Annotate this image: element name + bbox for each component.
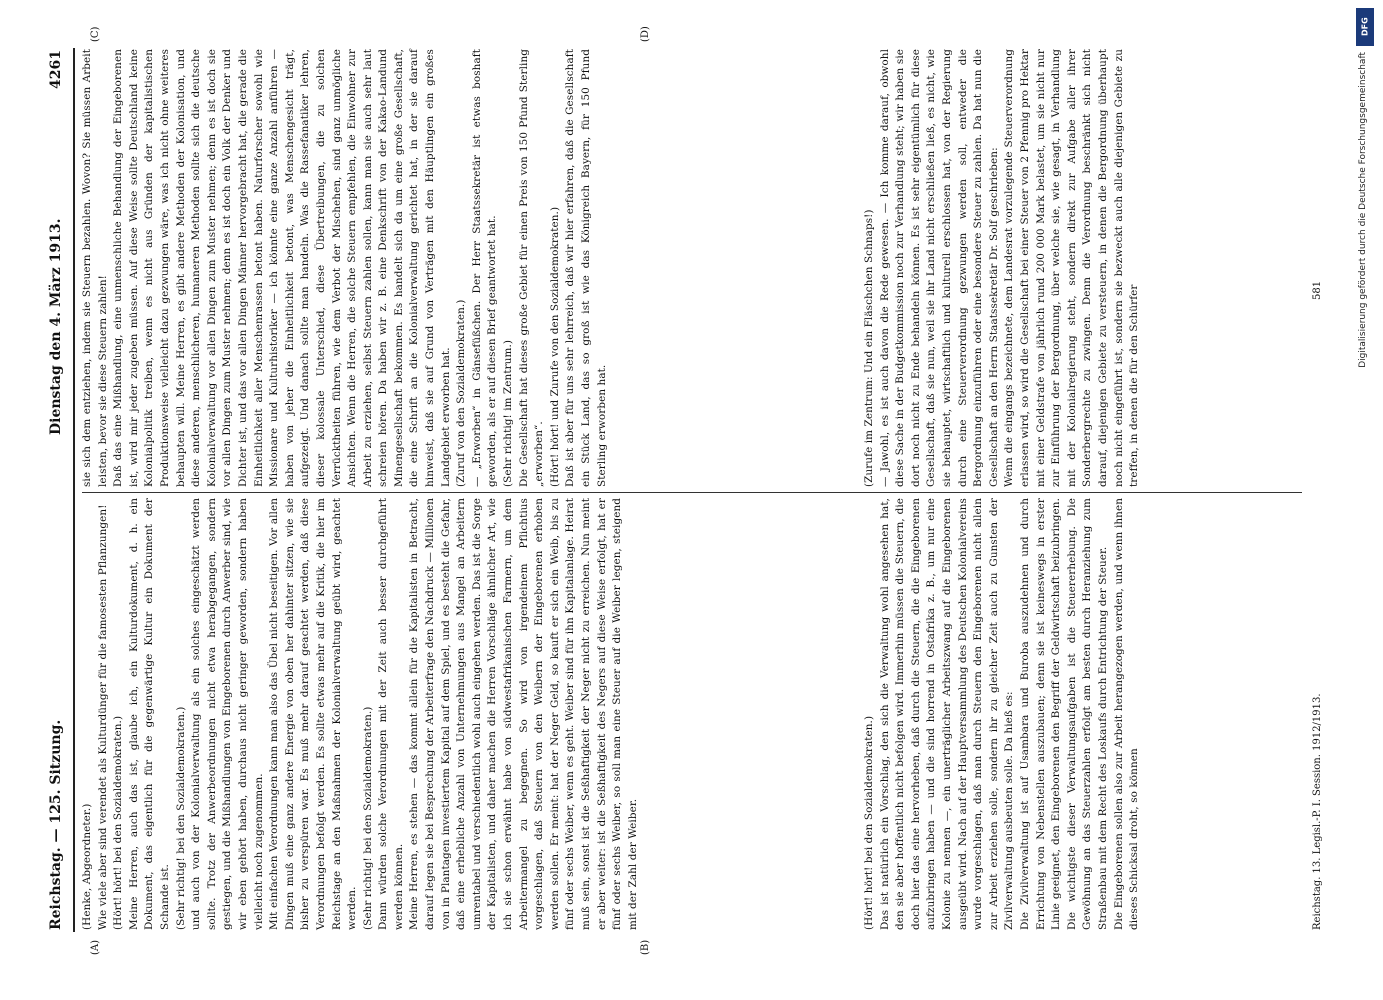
digitization-note <box>1354 0 1380 1000</box>
digitization-credit: Digitalisierung gefördert durch die Deutsche Forschungsgemeinschaft <box>1358 52 1368 368</box>
column-divider <box>82 492 1302 493</box>
footer-legislature: Reichstag. 13. Legisl.-P. I. Session. 1912/1913. <box>1312 693 1323 930</box>
left-column-bottom: (Hört! hört! bei den Sozialdemokraten.) Das ist natürlich ein Vorschlag, den sich die Verwaltung wohl angesehen hat, den sie aber hoffentlich nicht befolgen wird. Immerhin müssen die Steuern, die doch hier das eine hervorheben, daß durch die Steuern, die die Eingeborenen aufzubringen haben — und die sind horrend in Ostafrika z. B., um nur eine Kolonie zu nennen —, ein unerträglicher Arbeitszwang auf die Eingeborenen ausgeübt wird. Nach auf der Hauptversammlung des Deutschen Kolonialvereins wurde vorgeschlagen, daß man durch Steuern den Eingeborenen nicht allein zur Arbeit erziehen solle, sondern ihr zu gleicher Zeit auch zu Gunsten der Zivilverwaltung ausbeuten solle. Da hieß es: Die Zivilverwaltung ist auf Usambara und Buroba auszudehnen und durch Errichtung von Nebenstellen auszubauen; denn sie ist keineswegs in erster Linie geeignet, den Eingeborenen den Begriff der Geldwirtschaft beizubringen. Die wichtigste dieser Verwaltungsaufgaben ist die Steuererhebung. Die Gewöhnung an das Steuerzahlen erfolgt am besten durch Heranziehung zum Straßenbau mit dem Recht des Loskaufs durch Entrichtung der Steuer. Die Eingeborenen sollen also zur Arbeit herangezogen werden, und wenn ihnen dieses Schicksal droht, so können <box>863 498 1141 930</box>
right-column-top: sie sich dem entziehen, indem sie Steuern bezahlen. Wovon? Sie müssen Arbeit leisten, bevor sie diese Steuern zahlen! Daß das eine Mißhandlung, eine unmenschliche Behandlung der Eingeborenen ist, wird mir jeder zugeben müssen. Auf diese Weise sollte Deutschland keine Kolonialpolitik treiben, wenn es nicht aus Gründen der kapitalistischen Produktionsweise vielleicht dazu gezwungen wäre, was ich nicht ohne weiteres behaupten will. Meine Herren, es gibt andere Methoden der Kolonisation, und diese anderen, menschlicheren, humaneren Methoden sollte sich die deutsche Kolonialverwaltung vor allen Dingen zum Muster nehmen; denn es ist doch sie vor allen Dingen zum Muster nehmen; denn es ist doch ein Volk der Denker und Dichter ist, und das vor allen Dingen Männer hervorgebracht hat, die gerade die Einheitlichkeit aller Menschenrassen betont haben. Naturforscher sowohl wie Missionare und Kulturhistoriker — ich könnte eine ganze Anzahl anführen — haben von jeher die Einheitlichkeit betont, was Menschengesicht trägt, aufgezeigt. Und danach sollte man handeln. Was die Rassefanatiker lehren, dieser kolossale Unterschied, diese Übertreibungen, die zu solchen Verrücktheiten führen, wie dem Verbot der Mischehen, sind ganz unmögliche Ansichten. Wenn die Herren, die solche Steuern empfehlen, die Einwohner zur Arbeit zu erziehen, selbst Steuern zahlen sollen, kann man sie auch sehr laut schreien hören. Da haben wir z. B. eine Denkschrift von der Kakao-Landund Minengesellschaft bekommen. Es handelt sich da um eine große Gesellschaft, die eine Schrift an die Kolonialverwaltung gerichtet hat, in der sie darauf hinweist, daß sie auf Grund von Verträgen mit den Häuptlingen ein großes Landgebiet erworben hat. (Zuruf von den Sozialdemokraten.) — „Erworben“ in Gänsefüßchen. Der Herr Staatssekretär ist etwas boshaft geworden, als er auf diesen Brief geantwortet hat. (Sehr richtig! im Zentrum.) Die Gesellschaft hat dieses große Gebiet für einen Preis von 150 Pfund Sterling „erworben“. (Hört! hört! und Zurufe von den Sozialdemokraten.) Daß ist aber für uns sehr lehrreich, daß wir hier erfahren, daß die Gesellschaft ein Stück Land, das so groß ist wie das Königreich Bayern, für 150 Pfund Sterling erworben hat. <box>81 49 608 487</box>
margin-marker-c: (C) <box>90 26 101 42</box>
margin-marker-b: (B) <box>640 939 651 955</box>
page-number: 4261 <box>48 50 64 89</box>
page-header <box>48 50 70 930</box>
footer-page: 581 <box>1312 280 1323 300</box>
right-column-bottom: (Zurufe im Zentrum: Und ein Fläschchen Schnaps!) — Jawohl, es ist auch davon die Rede gewesen. — Ich komme darauf, obwohl diese Sache in der Budgetkommission noch zur Verhandlung steht; wir haben sie dort noch nicht zu Ende behandeln können. Es ist sehr eigentümlich für diese Gesellschaft, daß sie nun, weil sie ihr Land nicht erschließen ließ, es nicht, wie sie behauptet, wirtschaftlich und kulturell erschlossen hat, von der Regierung durch eine Steuerverordnung gezwungen werden soll, entweder die Bergordnung einzuführen oder eine besondere Steuer zu zahlen. Da hat nun die Gesellschaft an den Herrn Staatssekretär Dr. Solf geschrieben: Wenn die eingangs bezeichnete, dem Landesrat vorzulegende Steuerverordnung erlassen wird, so wird die Gesellschaft bei einer Steuer von 2 Pfennig pro Hektar mit einer Geldstrafe von jährlich rund 200 000 Mark belastet, um sie nicht nur zur Einführung der Bergordnung, über welche sie, wie gesagt, in Verhandlung mit der Kolonialregierung steht, sondern direkt zur Aufgabe aller ihrer Sonderbergrechte zu zwingen. Denn die Verordnung beschränkt sich nicht darauf, diejenigen Gebiete zu versteuern, in denen die Bergordnung überhaupt noch nicht eingeführt ist, sondern sie bezweckt auch alle diejenigen Gebiete zu treffen, in denen die für den Schürfer <box>863 49 1141 487</box>
header-date: Dienstag den 4. März 1913. <box>48 218 64 435</box>
left-column-top: (Henke, Abgeordneter.) Wie viele aber sind verendet als Kulturdünger für die famosesten Pflanzungen! (Hört! hört! bei den Sozialdemokraten.) Meine Herren, auch das ist, glaube ich, ein Kulturdokument, d. h. ein Dokument, das eigentlich für die gegenwärtige Kultur ein Dokument der Schande ist. (Sehr richtig! bei den Sozialdemokraten.) und auch von der Kolonialverwaltung als ein solches eingeschätzt werden sollte. Trotz der Anwerbeordnungen nicht etwa herabgegangen, sondern gestiegen, und die Mißhandlungen von Eingeborenen durch Anwerber sind, wie wir eben gehört haben, durchaus nicht geringer geworden, sondern haben vielleicht noch zugenommen. Mit einfachen Verordnungen kann man also das Übel nicht beseitigen. Vor allen Dingen muß eine ganz andere Energie von oben her dahinter sitzen, wie sie bisher zu verspüren war. Es muß mehr darauf geachtet werden, daß diese Verordnungen befolgt werden. Es sollte etwas mehr auf die Kritik, die hier im Reichstage an den Maßnahmen der Kolonialverwaltung geübt wird, geachtet werden. (Sehr richtig! bei den Sozialdemokraten.) Dann würden solche Verordnungen mit der Zeit auch besser durchgeführt werden können. Meine Herren, es stehen — das kommt allein für die Kapitalisten in Betracht, darauf legen sie bei Besprechung der Arbeiterfrage den Nachdruck — Millionen von in Plantagen investiertem Kapital auf dem Spiel, und es besteht die Gefahr, daß eine erhebliche Anzahl von Unternehmungen aus Mangel an Arbeitern umrentabel und verschiedentlich wohl auch eingehen werden. Das ist die Sorge der Kapitalisten, und daher machen die Herren Vorschläge ähnlicher Art, wie ich sie schon erwähnt habe von südwestafrikanischen Farmern, um dem Arbeitermangel zu begegnen. So wird von irgendeinem Pflichtius vorgeschlagen, daß Steuern von den Weibern der Eingeborenen erhoben werden sollen. Er meint: hat der Neger Geld, so kauft er sich ein Weib, bis zu fünf oder sechs Weiber, wenn es geht. Weiber sind für ihn Kapitalanlage. Heirat muß sein, sonst ist die Seßhaftigkeit der Neger nicht zu erreichen. Nun meint er aber weiter: ist die Seßhaftigkeit des Negers auf diese Weise erfolgt, hat er fünf oder sechs Weiber, so soll man eine Steuer auf die Weiber legen, steigend mit der Zahl der Weiber. <box>81 498 639 930</box>
header-rule <box>73 48 75 932</box>
margin-marker-d: (D) <box>640 26 651 42</box>
margin-marker-a: (A) <box>90 939 101 955</box>
dfg-logo: DFG <box>1356 8 1374 46</box>
header-session: Reichstag. — 125. Sitzung. <box>48 719 64 930</box>
